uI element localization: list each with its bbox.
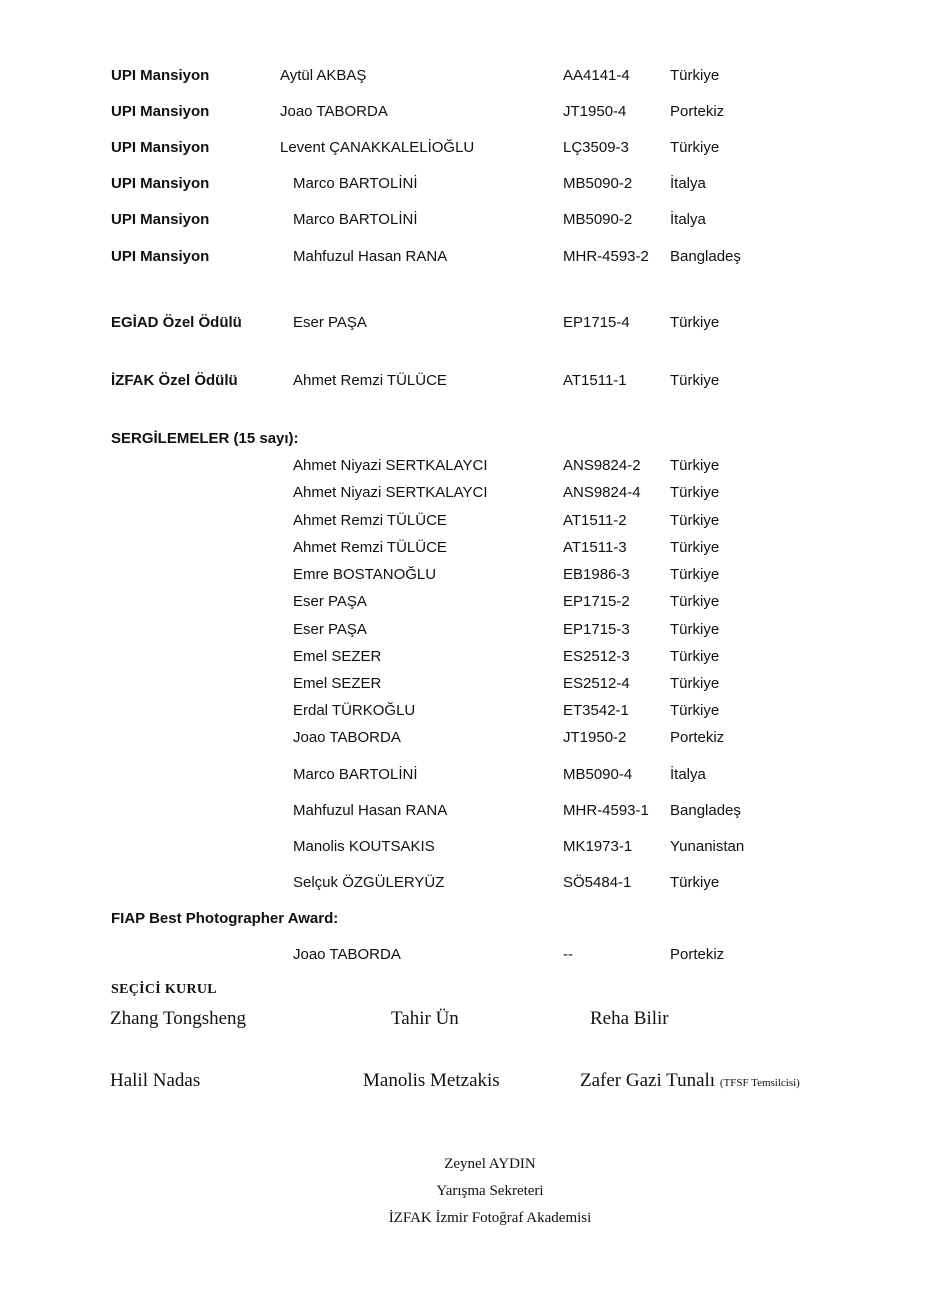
- photo-code: AT1511-1: [563, 372, 627, 389]
- photographer-name: Ahmet Remzi TÜLÜCE: [293, 539, 447, 556]
- award-name: UPI Mansiyon: [111, 248, 210, 265]
- photographer-name: Joao TABORDA: [293, 729, 401, 746]
- jury-member: Zhang Tongsheng: [110, 1008, 247, 1029]
- secretary-role: Yarışma Sekreteri: [436, 1183, 544, 1199]
- country: Portekiz: [670, 103, 725, 120]
- country: Türkiye: [670, 874, 720, 891]
- exhibition-row: [0, 565, 926, 585]
- photographer-name: Erdal TÜRKOĞLU: [293, 702, 416, 719]
- photo-code: MHR-4593-1: [563, 802, 649, 819]
- photo-code: --: [563, 946, 573, 963]
- photographer-name: Ahmet Niyazi SERTKALAYCI: [293, 457, 488, 474]
- photo-code: AT1511-3: [563, 539, 627, 556]
- award-row: [0, 247, 926, 267]
- award-name: UPI Mansiyon: [111, 139, 210, 156]
- photographer-name: Joao TABORDA: [280, 103, 388, 120]
- exhibition-row: [0, 701, 926, 721]
- country: Portekiz: [670, 729, 725, 746]
- photo-code: ANS9824-4: [563, 484, 641, 501]
- photographer-name: Marco BARTOLİNİ: [293, 211, 418, 228]
- country: Türkiye: [670, 621, 720, 638]
- exhibition-row: [0, 620, 926, 640]
- award-row: [0, 174, 926, 194]
- photographer-name: Eser PAŞA: [293, 621, 367, 638]
- award-row: [0, 210, 926, 230]
- award-name: UPI Mansiyon: [111, 103, 210, 120]
- photographer-name: Ahmet Remzi TÜLÜCE: [293, 372, 447, 389]
- exhibition-row: [0, 592, 926, 612]
- photographer-name: Emre BOSTANOĞLU: [293, 566, 437, 583]
- country: Türkiye: [670, 139, 720, 156]
- country: Türkiye: [670, 67, 720, 84]
- photographer-name: Selçuk ÖZGÜLERYÜZ: [293, 874, 445, 891]
- country: Bangladeş: [670, 248, 741, 265]
- photographer-name: Eser PAŞA: [293, 593, 367, 610]
- jury-member-note: (TFSF Temsilcisi): [719, 1077, 800, 1089]
- exhibition-row: [0, 765, 926, 785]
- country: Türkiye: [670, 484, 720, 501]
- country: İtalya: [670, 211, 706, 228]
- country: Türkiye: [670, 314, 720, 331]
- country: Türkiye: [670, 675, 720, 692]
- photo-code: MB5090-2: [563, 211, 633, 228]
- country: Türkiye: [670, 648, 720, 665]
- country: Portekiz: [670, 946, 725, 963]
- photographer-name: Eser PAŞA: [293, 314, 367, 331]
- secretary-name: Zeynel AYDIN: [444, 1156, 536, 1172]
- photo-code: AT1511-2: [563, 512, 627, 529]
- award-name: İZFAK Özel Ödülü: [111, 372, 238, 389]
- country: Türkiye: [670, 702, 720, 719]
- fiap-row: [0, 945, 926, 965]
- jury-title: SEÇİCİ KURUL: [111, 982, 217, 997]
- exhibition-row: [0, 801, 926, 821]
- photographer-name: Aytül AKBAŞ: [280, 67, 367, 84]
- exhibition-row: [0, 674, 926, 694]
- photo-code: EP1715-3: [563, 621, 630, 638]
- country: Türkiye: [670, 539, 720, 556]
- exhibition-row: [0, 456, 926, 476]
- jury-member-with-note: [580, 1069, 800, 1095]
- photographer-name: Levent ÇANAKKALELİOĞLU: [280, 139, 475, 156]
- photo-code: MK1973-1: [563, 838, 633, 855]
- country: Türkiye: [670, 512, 720, 529]
- country: İtalya: [670, 175, 706, 192]
- organization-name: İZFAK İzmir Fotoğraf Akademisi: [388, 1210, 592, 1226]
- country: Türkiye: [670, 457, 720, 474]
- photo-code: LÇ3509-3: [563, 139, 629, 156]
- photo-code: EP1715-2: [563, 593, 630, 610]
- country: Bangladeş: [670, 802, 741, 819]
- country: Türkiye: [670, 593, 720, 610]
- country: Türkiye: [670, 566, 720, 583]
- photographer-name: Emel SEZER: [293, 648, 382, 665]
- country: İtalya: [670, 766, 706, 783]
- exhibition-row: [0, 873, 926, 893]
- country: Yunanistan: [670, 838, 745, 855]
- photo-code: EP1715-4: [563, 314, 630, 331]
- jury-member: Manolis Metzakis: [363, 1070, 500, 1091]
- award-row: [0, 371, 926, 391]
- photographer-name: Marco BARTOLİNİ: [293, 766, 418, 783]
- jury-member: Reha Bilir: [590, 1008, 669, 1029]
- photo-code: MHR-4593-2: [563, 248, 649, 265]
- award-row: [0, 138, 926, 158]
- exhibition-row: [0, 837, 926, 857]
- photographer-name: Emel SEZER: [293, 675, 382, 692]
- photographer-name: Marco BARTOLİNİ: [293, 175, 418, 192]
- exhibition-row: [0, 511, 926, 531]
- exhibition-row: [0, 538, 926, 558]
- jury-member: Zafer Gazi Tunalı: [580, 1070, 716, 1091]
- exhibition-row: [0, 647, 926, 667]
- photographer-name: Mahfuzul Hasan RANA: [293, 248, 448, 265]
- photographer-name: Manolis KOUTSAKIS: [293, 838, 435, 855]
- photo-code: MB5090-4: [563, 766, 633, 783]
- photo-code: AA4141-4: [563, 67, 630, 84]
- jury-member: Tahir Ün: [391, 1008, 459, 1029]
- photo-code: SÖ5484-1: [563, 874, 632, 891]
- award-name: UPI Mansiyon: [111, 175, 210, 192]
- photographer-name: Joao TABORDA: [293, 946, 401, 963]
- exhibition-row: [0, 483, 926, 503]
- fiap-heading: FIAP Best Photographer Award:: [111, 910, 339, 927]
- jury-member: Halil Nadas: [110, 1070, 201, 1091]
- photo-code: ES2512-3: [563, 648, 630, 665]
- country: Türkiye: [670, 372, 720, 389]
- photo-code: ES2512-4: [563, 675, 630, 692]
- award-row: [0, 313, 926, 333]
- exhibitions-heading: SERGİLEMELER (15 sayı):: [111, 430, 299, 447]
- photo-code: ET3542-1: [563, 702, 629, 719]
- photographer-name: Mahfuzul Hasan RANA: [293, 802, 448, 819]
- photo-code: JT1950-4: [563, 103, 627, 120]
- photo-code: JT1950-2: [563, 729, 627, 746]
- exhibition-row: [0, 728, 926, 748]
- award-name: UPI Mansiyon: [111, 67, 210, 84]
- photographer-name: Ahmet Niyazi SERTKALAYCI: [293, 484, 488, 501]
- award-row: [0, 66, 926, 86]
- award-row: [0, 102, 926, 122]
- award-name: UPI Mansiyon: [111, 211, 210, 228]
- photo-code: EB1986-3: [563, 566, 630, 583]
- award-name: EGİAD Özel Ödülü: [111, 314, 242, 331]
- photo-code: MB5090-2: [563, 175, 633, 192]
- photo-code: ANS9824-2: [563, 457, 641, 474]
- photographer-name: Ahmet Remzi TÜLÜCE: [293, 512, 447, 529]
